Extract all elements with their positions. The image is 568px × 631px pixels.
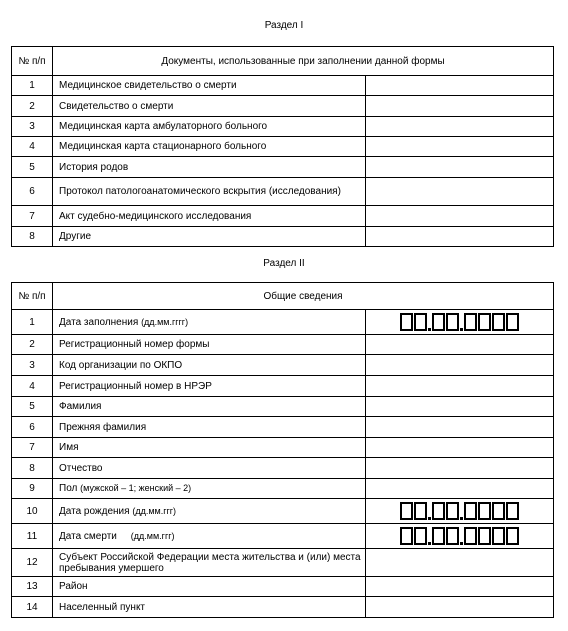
row-label: Медицинская карта амбулаторного больного — [53, 117, 366, 137]
table-row — [12, 524, 554, 549]
row-num: 11 — [12, 524, 53, 549]
date-digit-boxes — [366, 502, 553, 520]
row-num: 8 — [12, 227, 53, 247]
digit-box[interactable] — [478, 527, 491, 545]
row-label-hint: (мужской – 1; женский – 2) — [80, 483, 192, 493]
table-row — [12, 438, 554, 458]
row-value-cell[interactable] — [366, 335, 554, 355]
table-row — [12, 227, 554, 247]
digit-box[interactable] — [400, 527, 413, 545]
row-num: 4 — [12, 376, 53, 397]
date-separator — [428, 328, 431, 331]
row-num: 2 — [12, 335, 53, 355]
row-num: 1 — [12, 76, 53, 96]
row-label-hint: (дд.мм.ггг) — [132, 505, 177, 516]
table-row — [12, 458, 554, 479]
row-label: Медицинская карта стационарного больного — [53, 137, 366, 157]
table-row — [12, 355, 554, 376]
row-value-cell[interactable] — [366, 178, 554, 206]
table-header-row — [12, 47, 554, 76]
section-1-title: Раздел I — [264, 20, 304, 31]
date-boxes-death-date[interactable] — [366, 524, 554, 549]
row-value-cell[interactable] — [366, 458, 554, 479]
row-num: 14 — [12, 597, 53, 618]
date-boxes-birth-date[interactable] — [366, 499, 554, 524]
digit-box[interactable] — [400, 313, 413, 331]
table-row — [12, 499, 554, 524]
row-num: 2 — [12, 96, 53, 117]
digit-box[interactable] — [492, 313, 505, 331]
row-num: 3 — [12, 355, 53, 376]
table-row — [12, 206, 554, 227]
row-label-text: Дата заполнения — [59, 316, 139, 328]
digit-box[interactable] — [446, 502, 459, 520]
digit-box[interactable] — [506, 313, 519, 331]
row-label — [53, 479, 366, 499]
row-label-hint: (дд.мм.гггг) — [141, 316, 189, 327]
row-label: Прежняя фамилия — [53, 417, 366, 438]
row-label: Регистрационный номер в НРЭР — [53, 376, 366, 397]
row-label: Медицинское свидетельство о смерти — [53, 76, 366, 96]
digit-box[interactable] — [492, 527, 505, 545]
row-num: 1 — [12, 310, 53, 335]
row-num: 6 — [12, 417, 53, 438]
table-row — [12, 96, 554, 117]
table-row — [12, 335, 554, 355]
digit-box[interactable] — [506, 502, 519, 520]
row-value-cell[interactable] — [366, 597, 554, 618]
digit-box[interactable] — [414, 502, 427, 520]
row-label: Фамилия — [53, 397, 366, 417]
row-value-cell[interactable] — [366, 376, 554, 397]
general-info-table — [11, 282, 554, 618]
row-value-cell[interactable] — [366, 76, 554, 96]
row-label: История родов — [53, 157, 366, 178]
date-separator — [428, 542, 431, 545]
row-label: Код организации по ОКПО — [53, 355, 366, 376]
digit-box[interactable] — [506, 527, 519, 545]
row-label: Регистрационный номер формы — [53, 335, 366, 355]
row-num: 13 — [12, 577, 53, 597]
row-value-cell[interactable] — [366, 157, 554, 178]
row-value-cell[interactable] — [366, 549, 554, 577]
header-num: № п/п — [12, 283, 53, 310]
row-label: Имя — [53, 438, 366, 458]
row-num: 12 — [12, 549, 53, 577]
row-num: 7 — [12, 206, 53, 227]
row-value-cell[interactable] — [366, 96, 554, 117]
row-value-cell[interactable] — [366, 355, 554, 376]
digit-box[interactable] — [414, 313, 427, 331]
row-num: 7 — [12, 438, 53, 458]
digit-box[interactable] — [464, 313, 477, 331]
table-row — [12, 157, 554, 178]
digit-box[interactable] — [464, 527, 477, 545]
table-row — [12, 549, 554, 577]
table-row — [12, 76, 554, 96]
table-row — [12, 479, 554, 499]
row-value-cell[interactable] — [366, 137, 554, 157]
row-value-cell[interactable] — [366, 227, 554, 247]
row-label: Субъект Российской Федерации места жительства и (или) места пребывания умершего — [53, 549, 366, 577]
table-row — [12, 178, 554, 206]
row-label: Населенный пункт — [53, 597, 366, 618]
digit-box[interactable] — [464, 502, 477, 520]
row-label-text: Пол — [59, 483, 78, 494]
row-value-cell[interactable] — [366, 417, 554, 438]
digit-box[interactable] — [478, 502, 491, 520]
row-value-cell[interactable] — [366, 438, 554, 458]
row-label — [53, 499, 366, 524]
digit-box[interactable] — [432, 502, 445, 520]
row-value-cell[interactable] — [366, 206, 554, 227]
date-digit-boxes — [366, 527, 553, 545]
row-value-cell[interactable] — [366, 479, 554, 499]
row-num: 10 — [12, 499, 53, 524]
date-separator — [428, 517, 431, 520]
table-row — [12, 137, 554, 157]
row-label-text: Дата рождения — [59, 505, 130, 517]
digit-box[interactable] — [478, 313, 491, 331]
date-separator — [460, 328, 463, 331]
row-label: Отчество — [53, 458, 366, 479]
row-label — [53, 310, 366, 335]
row-label: Другие — [53, 227, 366, 247]
header-documents: Документы, использованные при заполнении данной формы — [53, 47, 554, 76]
digit-box[interactable] — [492, 502, 505, 520]
date-boxes-fill-date[interactable] — [366, 310, 554, 335]
row-value-cell[interactable] — [366, 117, 554, 137]
header-num: № п/п — [12, 47, 53, 76]
row-label: Район — [53, 577, 366, 597]
table-row — [12, 117, 554, 137]
digit-box[interactable] — [400, 502, 413, 520]
row-num: 4 — [12, 137, 53, 157]
row-label: Свидетельство о смерти — [53, 96, 366, 117]
row-label — [53, 524, 366, 549]
digit-box[interactable] — [446, 527, 459, 545]
table-header-row — [12, 283, 554, 310]
date-separator — [460, 517, 463, 520]
date-digit-boxes — [366, 313, 553, 331]
row-value-cell[interactable] — [366, 397, 554, 417]
digit-box[interactable] — [414, 527, 427, 545]
table-row — [12, 376, 554, 397]
row-num: 9 — [12, 479, 53, 499]
table-row — [12, 417, 554, 438]
table-row — [12, 597, 554, 618]
row-num: 8 — [12, 458, 53, 479]
row-num: 3 — [12, 117, 53, 137]
table-row — [12, 577, 554, 597]
digit-box[interactable] — [432, 313, 445, 331]
row-value-cell[interactable] — [366, 577, 554, 597]
section-2-title: Раздел II — [263, 258, 305, 269]
row-num: 6 — [12, 178, 53, 206]
row-num: 5 — [12, 397, 53, 417]
row-label: Протокол патологоанатомического вскрытия (исследования) — [53, 178, 366, 206]
table-row — [12, 397, 554, 417]
row-label-text: Дата смерти — [59, 530, 117, 542]
row-num: 5 — [12, 157, 53, 178]
date-separator — [460, 542, 463, 545]
row-label-hint: (дд.мм.ггг) — [130, 530, 175, 541]
documents-table — [11, 46, 554, 247]
table-row — [12, 310, 554, 335]
digit-box[interactable] — [446, 313, 459, 331]
header-general-info: Общие сведения — [53, 283, 554, 310]
row-label: Акт судебно-медицинского исследования — [53, 206, 366, 227]
digit-box[interactable] — [432, 527, 445, 545]
